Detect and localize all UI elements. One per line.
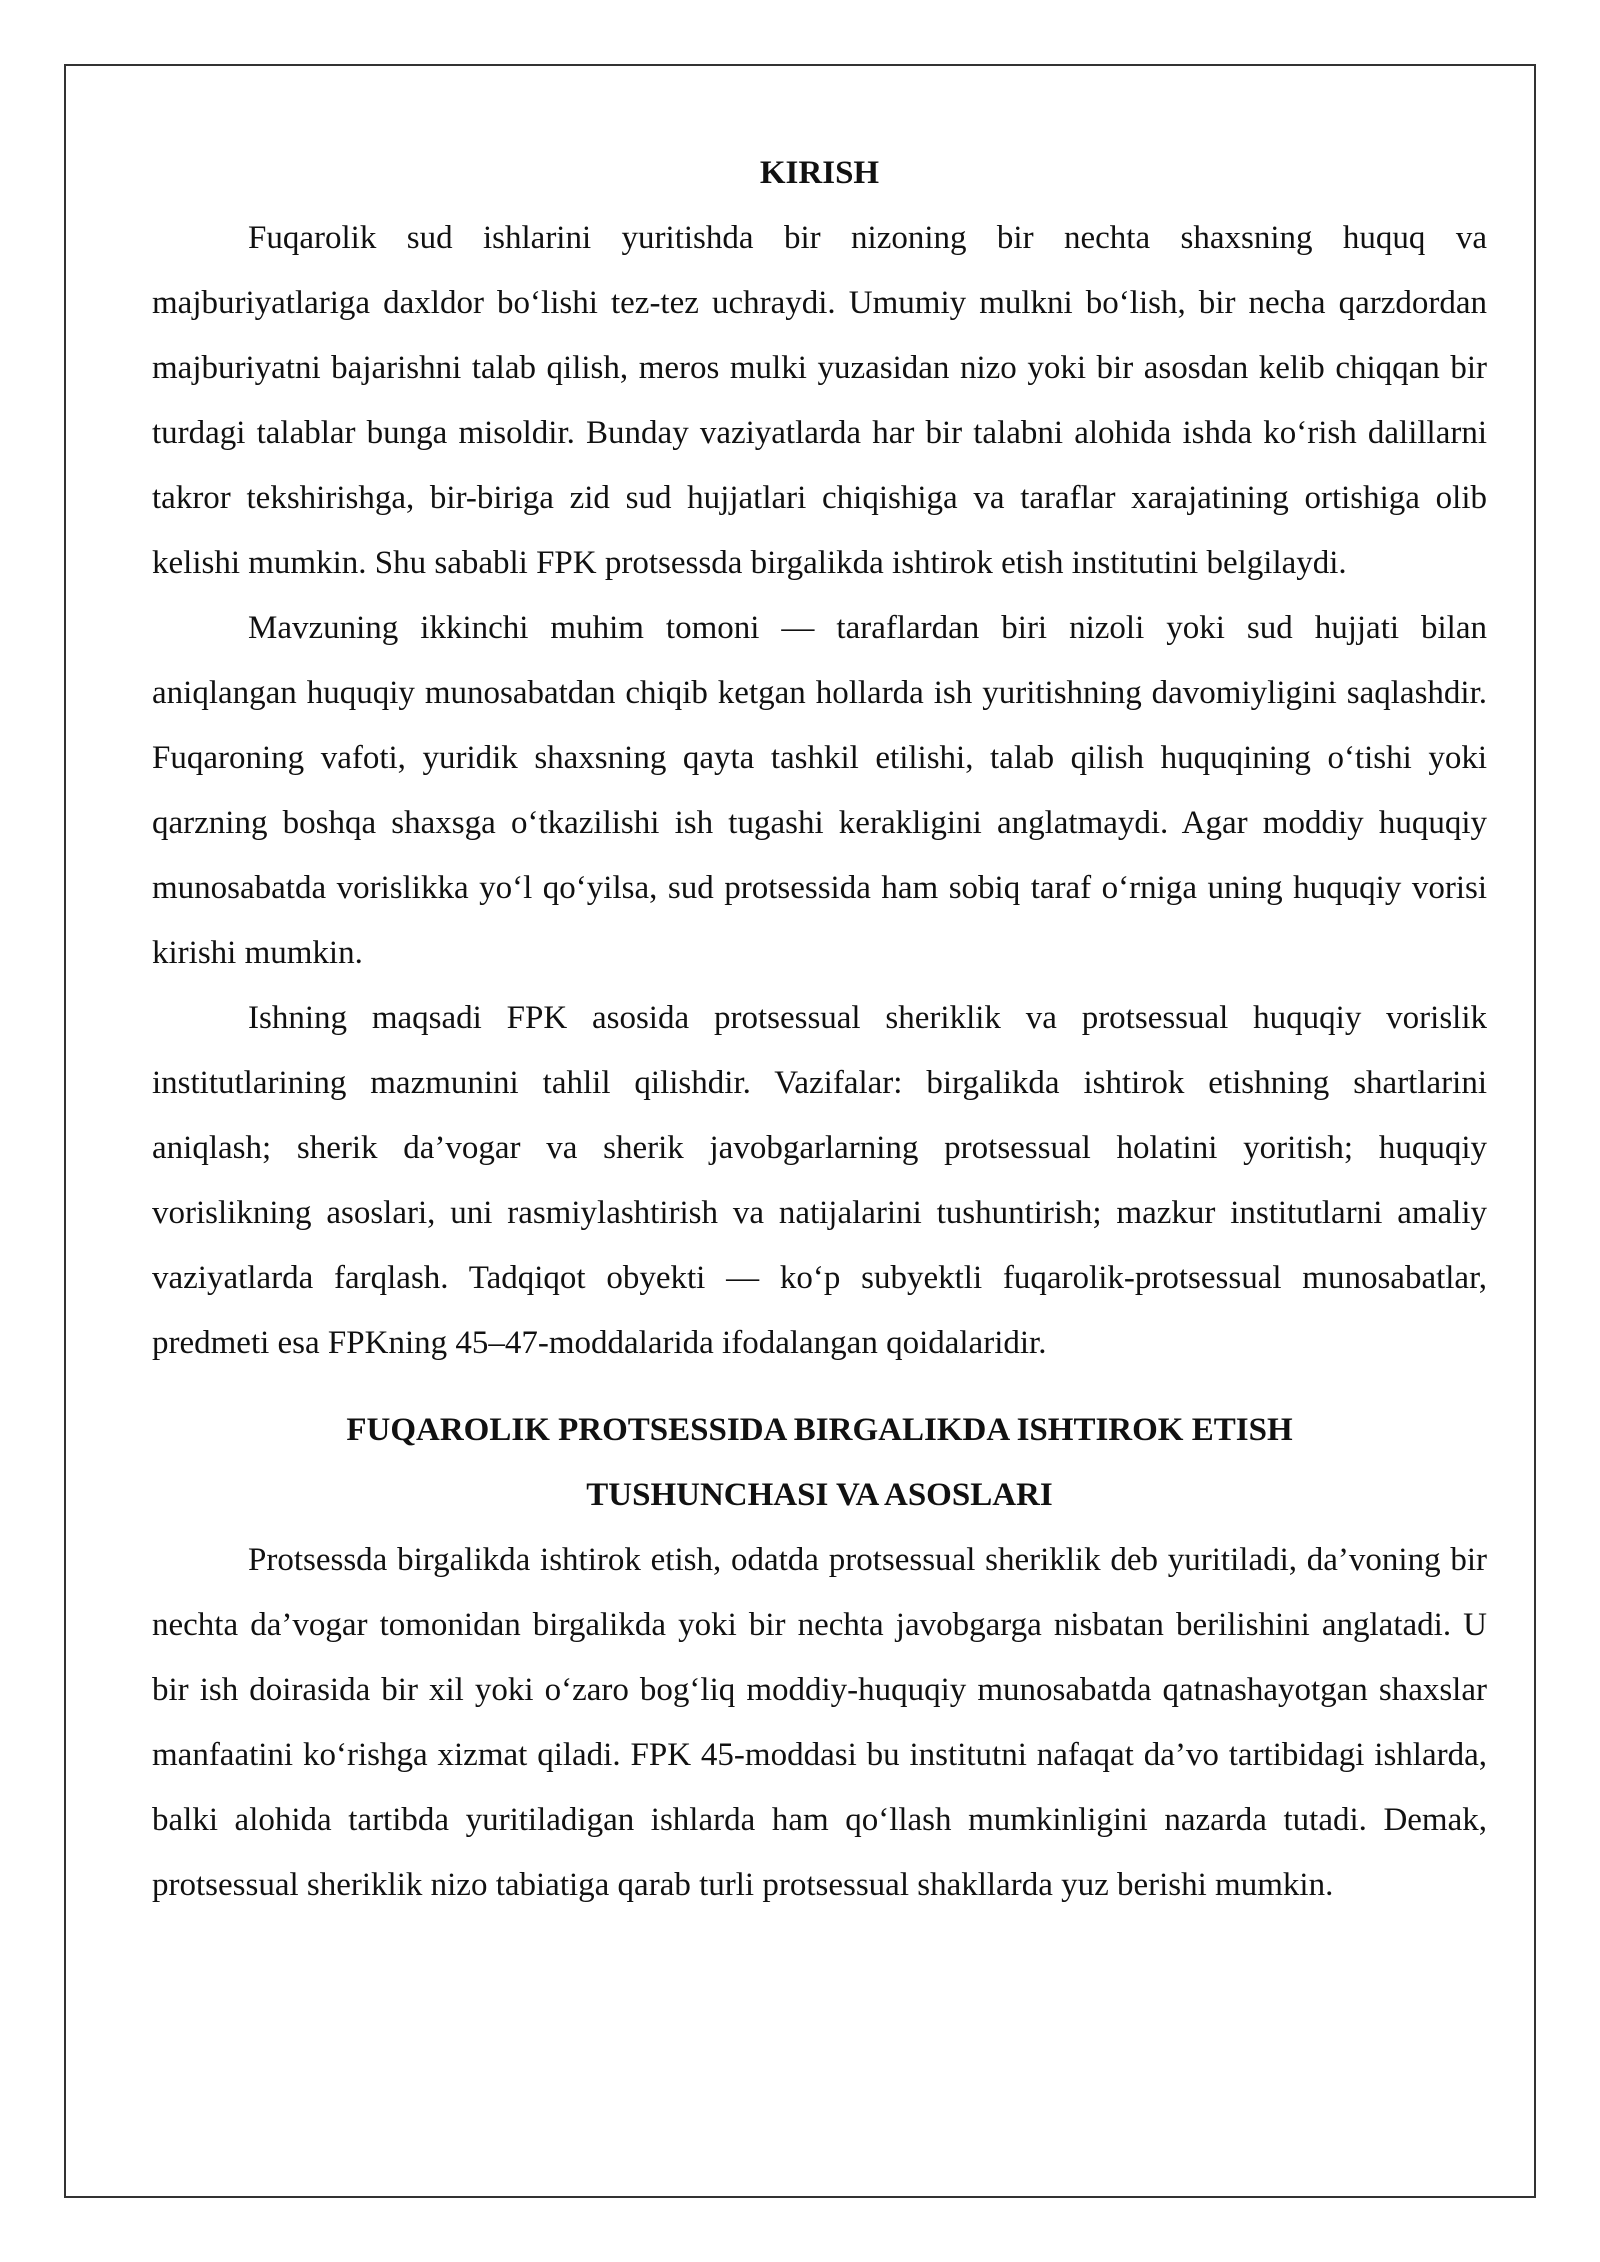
intro-paragraph-2: Mavzuning ikkinchi muhim tomoni — taraflardan biri nizoli yoki sud hujjati bilan aniqlangan huquqiy munosabatdan chiqib ketgan hollarda ish yuritishning davomiyligini saqlashdir. Fuqaroning vafoti, yuridik shaxsning qayta tashkil etilishi, talab qilish huquqining o‘tishi yoki qarzning boshqa shaxsga o‘tkazilishi ish tugashi kerakligini anglatmaydi. Agar moddiy huquqiy munosabatda vorislikka yo‘l qo‘yilsa, sud protsessida ham sobiq taraf o‘rniga uning huquqiy vorisi kirishi mumkin. xyxy=(152,610,1487,971)
section-heading-line-2: TUSHUNCHASI VA ASOSLARI xyxy=(586,1477,1053,1513)
document-body xyxy=(152,141,1487,1918)
intro-paragraph-3: Ishning maqsadi FPK asosida protsessual sheriklik va protsessual huquqiy vorislik institutlarining mazmunini tahlil qilishdir. Vazifalar: birgalikda ishtirok etishning shartlarini aniqlash; sherik da’vogar va sherik javobgarlarning protsessual holatini yoritish; huquqiy vorislikning asoslari, uni rasmiylashtirish va natijalarini tushuntirish; mazkur institutlarni amaliy vaziyatlarda farqlash. Tadqiqot obyekti — ko‘p subyektli fuqarolik-protsessual munosabatlar, predmeti esa FPKning 45–47-moddalarida ifodalangan qoidalaridir. xyxy=(152,1000,1487,1361)
section-heading-line-1: FUQAROLIK PROTSESSIDA BIRGALIKDA ISHTIROK ETISH xyxy=(346,1412,1293,1448)
section-heading xyxy=(152,1398,1487,1528)
intro-heading: KIRISH xyxy=(759,155,880,191)
section-paragraph-1: Protsessda birgalikda ishtirok etish, odatda protsessual sheriklik deb yuritiladi, da’voning bir nechta da’vogar tomonidan birgalikda yoki bir nechta javobgarga nisbatan berilishini anglatadi. U bir ish doirasida bir xil yoki o‘zaro bog‘liq moddiy-huquqiy munosabatda qatnashayotgan shaxslar manfaatini ko‘rishga xizmat qiladi. FPK 45-moddasi bu institutni nafaqat da’vo tartibidagi ishlarda, balki alohida tartibda yuritiladigan ishlarda ham qo‘llash mumkinligini nazarda tutadi. Demak, protsessual sheriklik nizo tabiatiga qarab turli protsessual shakllarda yuz berishi mumkin. xyxy=(152,1542,1487,1903)
intro-paragraph-1: Fuqarolik sud ishlarini yuritishda bir nizoning bir nechta shaxsning huquq va majburiyatlariga daxldor bo‘lishi tez-tez uchraydi. Umumiy mulkni bo‘lish, bir necha qarzdordan majburiyatni bajarishni talab qilish, meros mulki yuzasidan nizo yoki bir asosdan kelib chiqqan bir turdagi talablar bunga misoldir. Bunday vaziyatlarda har bir talabni alohida ishda ko‘rish dalillarni takror tekshirishga, bir-biriga zid sud hujjatlari chiqishiga va taraflar xarajatining ortishiga olib kelishi mumkin. Shu sababli FPK protsessda birgalikda ishtirok etish institutini belgilaydi. xyxy=(152,220,1487,581)
